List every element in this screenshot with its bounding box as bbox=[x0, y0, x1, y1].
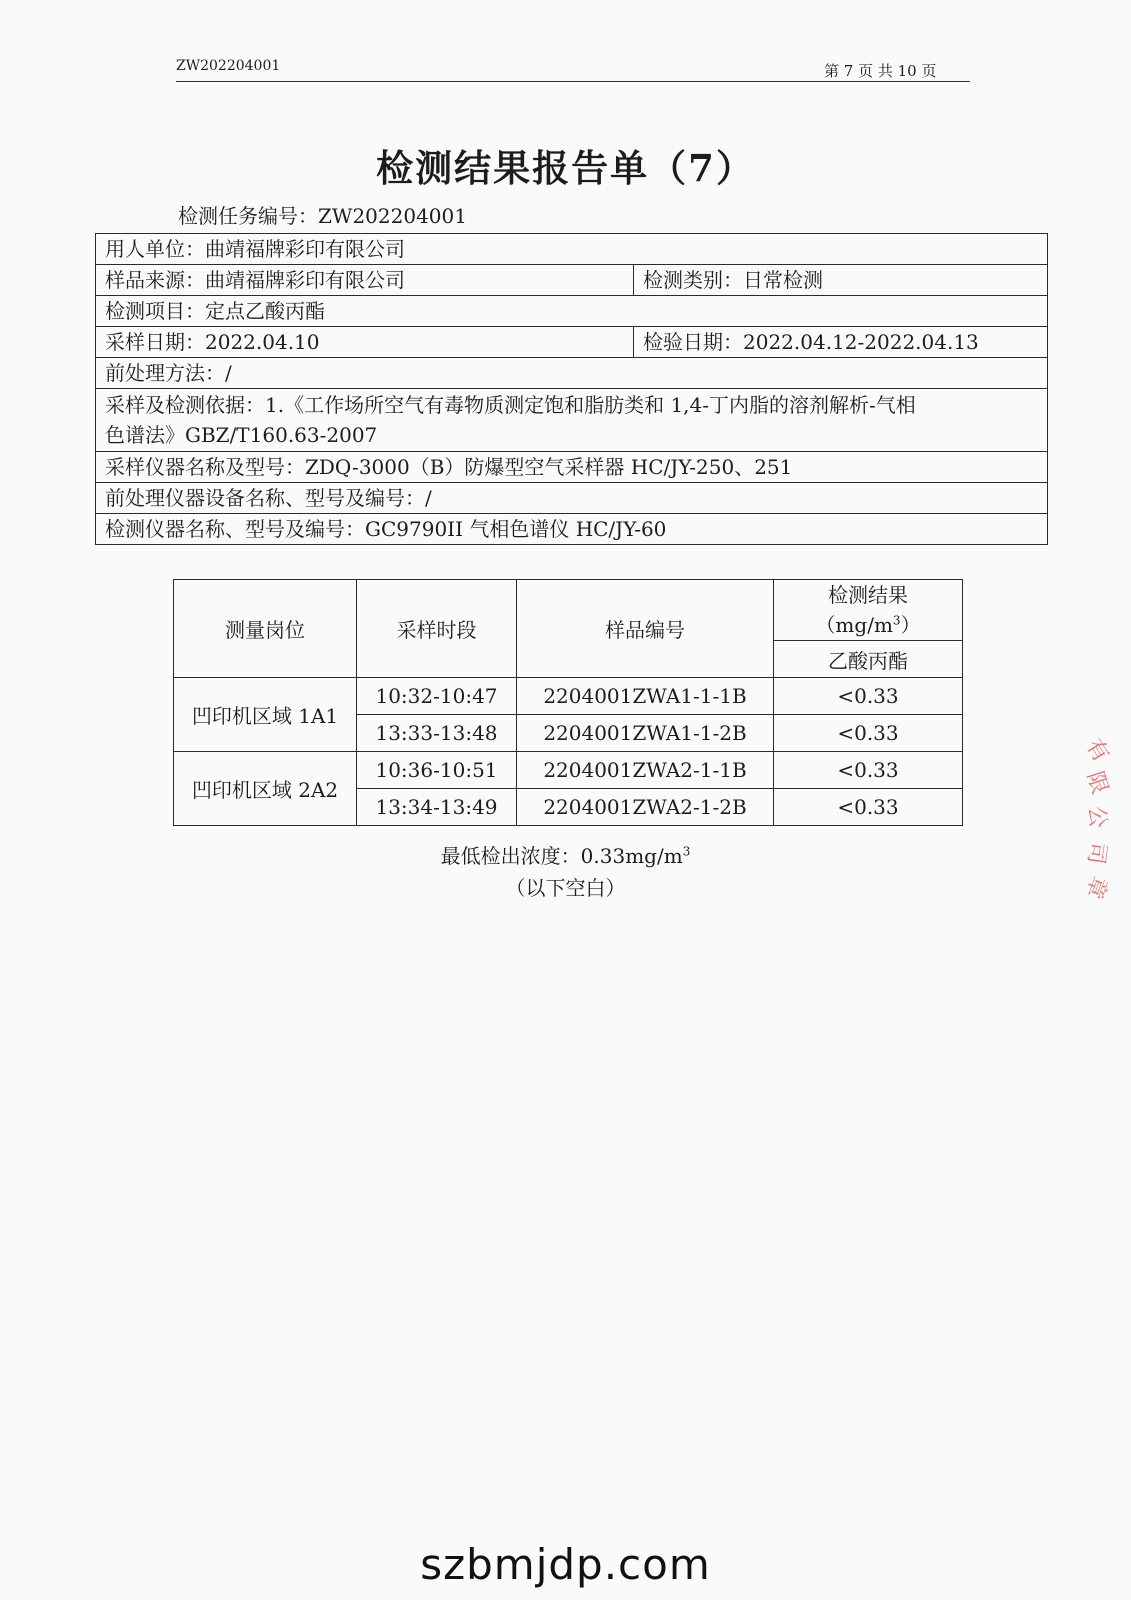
period-cell: 13:34-13:49 bbox=[357, 789, 517, 826]
svg-text:章: 章 bbox=[1080, 872, 1112, 902]
detection-limit: 最低检出浓度：$0.33mg/m^3$ bbox=[440, 844, 691, 868]
task-number: 检测任务编号：ZW202204001 bbox=[178, 204, 467, 228]
sampler-cell: 采样仪器名称及型号：ZDQ-3000（B）防爆型空气采样器 HC/JY-250、251 bbox=[96, 452, 1048, 483]
info-row-item bbox=[96, 296, 1048, 327]
pretreatment-cell: 前处理方法：/ bbox=[96, 358, 1048, 389]
results-header-row bbox=[174, 580, 963, 641]
info-row-client bbox=[96, 234, 1048, 265]
watermark-url: szbmjdp.com bbox=[420, 1540, 711, 1589]
sample-id-cell: 2204001ZWA2-1-1B bbox=[517, 752, 774, 789]
sample-id-cell: 2204001ZWA1-1-1B bbox=[517, 678, 774, 715]
info-row-dates bbox=[96, 327, 1048, 358]
value-cell: <0.33 bbox=[774, 789, 963, 826]
value-cell: <0.33 bbox=[774, 678, 963, 715]
sample-source-cell: 样品来源：曲靖福牌彩印有限公司 bbox=[96, 265, 634, 296]
test-type-cell: 检测类别：日常检测 bbox=[634, 265, 1048, 296]
value-cell: <0.33 bbox=[774, 715, 963, 752]
client-cell: 用人单位：曲靖福牌彩印有限公司 bbox=[96, 234, 1048, 265]
value-cell: <0.33 bbox=[774, 752, 963, 789]
position-cell: 凹印机区域 1A1 bbox=[174, 678, 357, 752]
info-row-basis bbox=[96, 389, 1048, 452]
page-title: 检测结果报告单（7） bbox=[376, 146, 755, 190]
period-cell: 10:32-10:47 bbox=[357, 678, 517, 715]
results-table bbox=[173, 579, 963, 826]
table-row bbox=[174, 752, 963, 789]
info-row-sampler bbox=[96, 452, 1048, 483]
test-item-cell: 检测项目：定点乙酸丙酯 bbox=[96, 296, 1048, 327]
report-code: ZW202204001 bbox=[176, 58, 281, 74]
basis-line-2: 色谱法》GBZ/T160.63-2007 bbox=[105, 423, 378, 447]
svg-text:限: 限 bbox=[1081, 768, 1113, 798]
sample-id-cell: 2204001ZWA1-1-2B bbox=[517, 715, 774, 752]
svg-text:有: 有 bbox=[1080, 734, 1114, 767]
header-sample-id: 样品编号 bbox=[517, 580, 774, 678]
basis-cell bbox=[96, 389, 1048, 452]
blank-note: （以下空白） bbox=[505, 876, 626, 900]
header-result bbox=[774, 580, 963, 641]
info-table bbox=[95, 233, 1048, 545]
header-result-unit: $(mg/m^3)$ bbox=[815, 613, 921, 637]
info-row-source bbox=[96, 265, 1048, 296]
period-cell: 10:36-10:51 bbox=[357, 752, 517, 789]
info-row-pre-instrument bbox=[96, 483, 1048, 514]
period-cell: 13:33-13:48 bbox=[357, 715, 517, 752]
header-period: 采样时段 bbox=[357, 580, 517, 678]
svg-text:公: 公 bbox=[1083, 805, 1110, 829]
company-seal bbox=[1080, 720, 1131, 920]
pre-instrument-cell: 前处理仪器设备名称、型号及编号：/ bbox=[96, 483, 1048, 514]
instrument-cell: 检测仪器名称、型号及编号：GC9790II 气相色谱仪 HC/JY-60 bbox=[96, 514, 1048, 545]
basis-line-1: 采样及检测依据：1.《工作场所空气有毒物质测定饱和脂肪类和 1,4-丁内脂的溶剂解析-气相 bbox=[105, 393, 916, 417]
page-indicator: 第 7 页 共 10 页 bbox=[824, 62, 937, 80]
inspection-date-cell: 检验日期：2022.04.12-2022.04.13 bbox=[634, 327, 1048, 358]
position-cell: 凹印机区域 2A2 bbox=[174, 752, 357, 826]
sample-id-cell: 2204001ZWA2-1-2B bbox=[517, 789, 774, 826]
info-row-instrument bbox=[96, 514, 1048, 545]
header-position: 测量岗位 bbox=[174, 580, 357, 678]
info-row-pretreatment bbox=[96, 358, 1048, 389]
sampling-date-cell: 采样日期：2022.04.10 bbox=[96, 327, 634, 358]
svg-text:司: 司 bbox=[1082, 840, 1111, 866]
header-divider bbox=[176, 81, 970, 82]
header-result-label: 检测结果 bbox=[828, 583, 908, 607]
table-row bbox=[174, 678, 963, 715]
header-substance: 乙酸丙酯 bbox=[774, 641, 963, 678]
